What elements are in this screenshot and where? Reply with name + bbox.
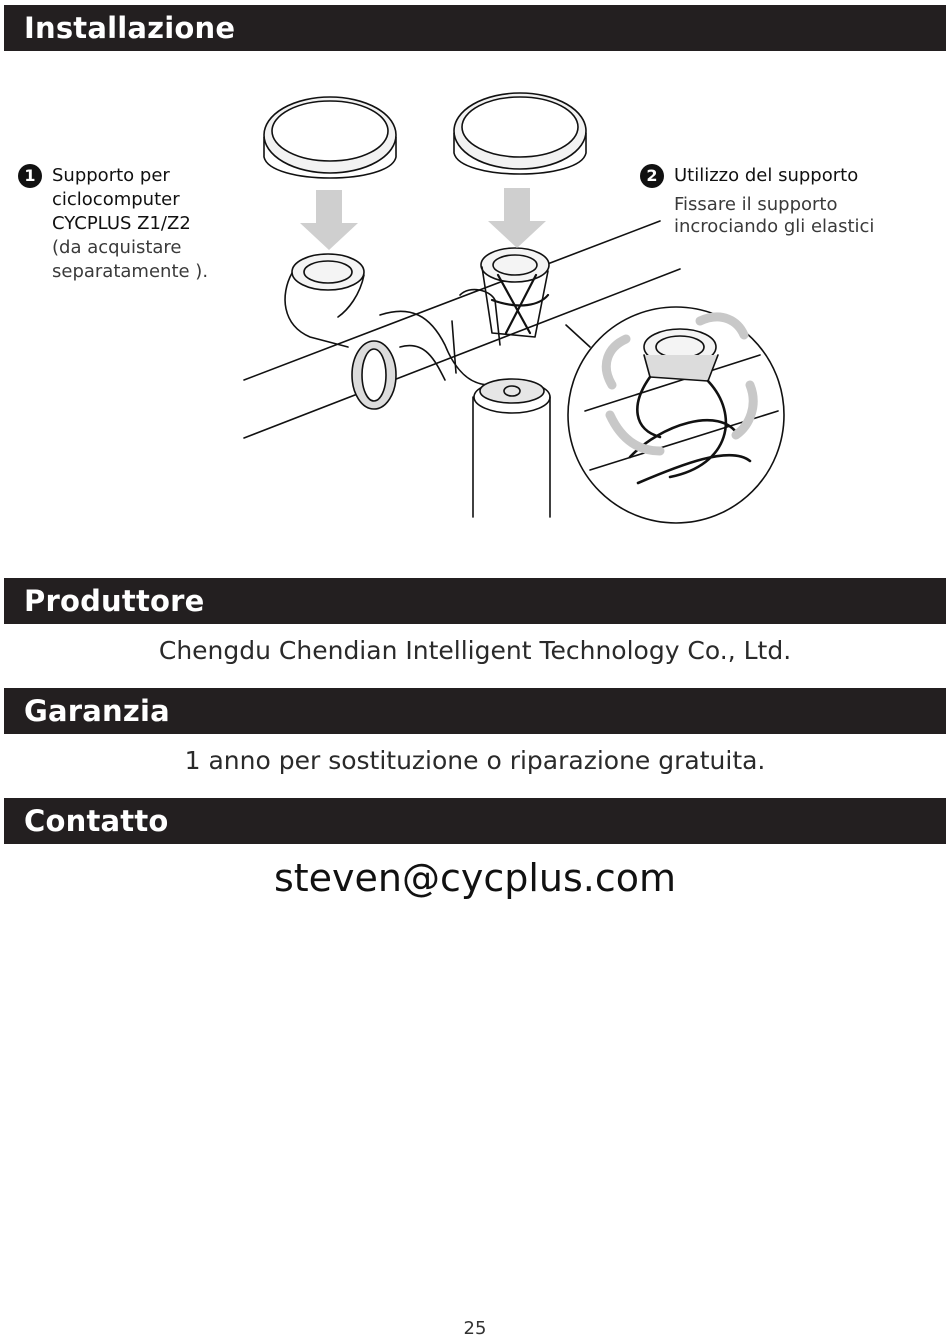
callout-line: separatamente ). bbox=[52, 261, 209, 282]
callout-line: incrociando gli elastici bbox=[674, 216, 875, 237]
warranty-text: 1 anno per sostituzione o riparazione gratuita. bbox=[184, 746, 766, 775]
section-title: Installazione bbox=[24, 11, 236, 45]
manufacturer-name: Chengdu Chendian Intelligent Technology Co., Ltd. bbox=[158, 636, 792, 665]
section-header-manufacturer bbox=[4, 578, 946, 624]
callout-line: (da acquistare bbox=[52, 237, 182, 258]
section-title: Produttore bbox=[24, 584, 205, 618]
step-number-badge: 1 bbox=[18, 164, 42, 188]
callout-title: Utilizzo del supporto bbox=[674, 165, 859, 186]
step-number-badge: 2 bbox=[640, 164, 664, 188]
callout-line: CYCPLUS Z1/Z2 bbox=[52, 213, 191, 234]
mount-installation-illustration bbox=[230, 85, 790, 525]
section-header-installation bbox=[4, 5, 946, 51]
callout-line: Supporto per bbox=[52, 165, 170, 186]
callout-line: Fissare il supporto bbox=[674, 194, 838, 215]
section-header-warranty bbox=[4, 688, 946, 734]
contact-email[interactable]: steven@cycplus.com bbox=[273, 856, 677, 900]
page-number: 25 bbox=[463, 1318, 487, 1339]
callout-line: ciclocomputer bbox=[52, 189, 180, 210]
section-title: Garanzia bbox=[24, 694, 170, 728]
section-header-contact bbox=[4, 798, 946, 844]
section-title: Contatto bbox=[24, 804, 169, 838]
